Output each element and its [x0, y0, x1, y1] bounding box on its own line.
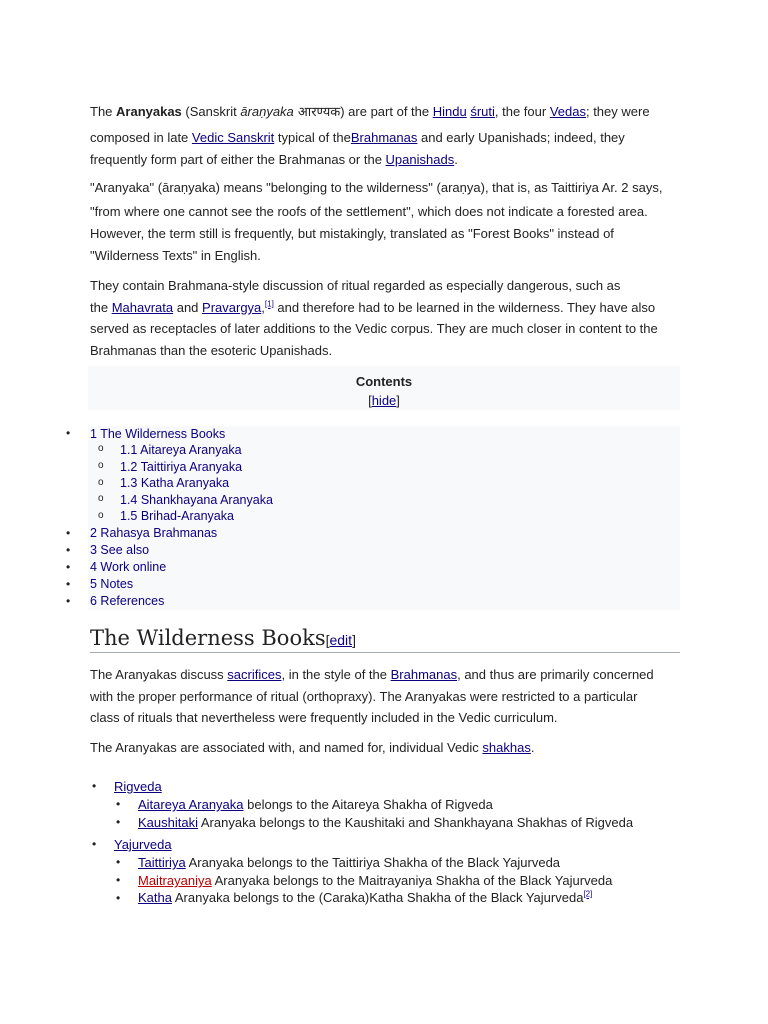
- bullet-icon: •: [66, 543, 71, 557]
- link-katha[interactable]: Katha: [138, 890, 172, 905]
- toc-item[interactable]: [90, 593, 164, 610]
- toc-link[interactable]: 1.3 Katha Aranyaka: [120, 476, 230, 490]
- article-title-bold: Aranyakas: [116, 104, 182, 119]
- aranyaka-item: [138, 814, 633, 832]
- bullet-icon: •: [116, 815, 121, 829]
- aranyaka-item: [138, 796, 493, 814]
- intro-text: ) are part of the: [340, 104, 433, 119]
- bullet-icon: •: [116, 891, 121, 905]
- toc-link[interactable]: 3 See also: [90, 543, 150, 557]
- veda-item-yajurveda: [114, 836, 172, 854]
- bullet-icon: •: [66, 526, 71, 540]
- bullet-icon: •: [66, 577, 71, 591]
- section-text: , and thus are primarily concerned: [457, 667, 654, 682]
- sanskrit-transliteration: āraṇyaka: [240, 104, 294, 119]
- bullet-icon: •: [66, 560, 71, 574]
- toc-header: [88, 366, 680, 410]
- toc-subitem[interactable]: [120, 508, 234, 525]
- link-rigveda[interactable]: Rigveda: [114, 779, 162, 794]
- toc-subitem[interactable]: [120, 492, 273, 509]
- link-yajurveda[interactable]: Yajurveda: [114, 837, 172, 852]
- toc-bracket: ]: [396, 393, 400, 408]
- toc-subitem[interactable]: [120, 459, 242, 476]
- toc-bracket: [: [368, 393, 372, 408]
- toc-link[interactable]: 5 Notes: [90, 577, 134, 591]
- circle-bullet-icon: o: [98, 510, 104, 521]
- toc-subitem[interactable]: [120, 442, 242, 459]
- toc-item[interactable]: [90, 576, 133, 593]
- intro-line-1: [90, 101, 680, 124]
- toc-hide-link[interactable]: hide: [371, 393, 397, 408]
- section-text: , in the style of the: [281, 667, 391, 682]
- list-text: Aranyaka belongs to the (Caraka)Katha Shakha of the Black Yajurveda: [171, 890, 584, 905]
- link-vedic-sanskrit[interactable]: Vedic Sanskrit: [191, 130, 275, 145]
- bullet-icon: •: [92, 779, 97, 793]
- circle-bullet-icon: o: [98, 443, 104, 454]
- link-brahmanas-2[interactable]: Brahmanas: [390, 667, 458, 682]
- toc-item[interactable]: [90, 542, 149, 559]
- list-text: Aranyaka belongs to the Maitrayaniya Shakha of the Black Yajurveda: [211, 873, 613, 888]
- reference-1[interactable]: [1]: [264, 299, 274, 309]
- para3-line-2: [90, 297, 680, 319]
- link-pravargya[interactable]: Pravargya: [202, 300, 262, 315]
- section-para1-line-3: class of rituals that nevertheless were frequently included in the Vedic curriculum.: [90, 710, 558, 725]
- link-vedas[interactable]: Vedas: [549, 104, 586, 119]
- intro-text: typical of the: [274, 130, 351, 145]
- section-text: The Aranyakas are associated with, and named for, individual Vedic: [90, 740, 483, 755]
- toc-item[interactable]: [90, 426, 225, 443]
- sanskrit-devanagari: आरण्यक: [293, 105, 341, 120]
- link-kaushitaki[interactable]: Kaushitaki: [138, 815, 198, 830]
- list-text: Aranyaka belongs to the Kaushitaki and Shankhayana Shakhas of Rigveda: [197, 815, 634, 830]
- link-sacrifices[interactable]: sacrifices: [227, 667, 282, 682]
- list-text: Aranyaka belongs to the Taittiriya Shakha of the Black Yajurveda: [185, 855, 561, 870]
- link-taittiriya[interactable]: Taittiriya: [138, 855, 186, 870]
- section-para2: [90, 737, 680, 759]
- toc-link[interactable]: 2 Rahasya Brahmanas: [90, 526, 218, 540]
- toc-link[interactable]: 4 Work online: [90, 560, 167, 574]
- intro-text: , the four: [494, 104, 550, 119]
- edit-link[interactable]: edit: [329, 632, 353, 648]
- section-para1-line-1: [90, 664, 680, 686]
- section-text: The Aranyakas discuss: [90, 667, 228, 682]
- toc-link[interactable]: 1.1 Aitareya Aranyaka: [120, 443, 242, 457]
- para2-line-2: "from where one cannot see the roofs of the settlement", which does not indicate a forested area.: [90, 204, 648, 219]
- circle-bullet-icon: o: [98, 460, 104, 471]
- intro-text: frequently form part of either the Brahmanas or the: [90, 152, 386, 167]
- section-title: The Wilderness Books: [90, 626, 326, 650]
- aranyaka-item: [138, 889, 592, 907]
- toc-link[interactable]: 1.4 Shankhayana Aranyaka: [120, 493, 273, 507]
- intro-the: The: [90, 104, 117, 119]
- para3-line-3: served as receptacles of later additions to the Vedic corpus. They are much closer in content to the: [90, 321, 658, 336]
- intro-text: ; they were: [585, 104, 650, 119]
- list-text: belongs to the Aitareya Shakha of Rigveda: [243, 797, 493, 812]
- para2-line-3: However, the term still is frequently, but mistakingly, translated as "Forest Books" instead of: [90, 226, 614, 241]
- toc-title: Contents: [355, 374, 413, 389]
- circle-bullet-icon: o: [98, 477, 104, 488]
- para3-text: ,: [261, 300, 265, 315]
- toc-subitem[interactable]: [120, 475, 229, 492]
- link-maitrayaniya[interactable]: Maitrayaniya: [138, 873, 212, 888]
- intro-text: composed in late: [90, 130, 192, 145]
- aranyaka-item: [138, 872, 612, 890]
- intro-line-2: [90, 127, 680, 149]
- link-brahmanas[interactable]: Brahmanas: [350, 130, 418, 145]
- toc-toggle: [88, 393, 680, 408]
- edit-bracket: ]: [352, 632, 356, 648]
- link-aitareya-aranyaka[interactable]: Aitareya Aranyaka: [138, 797, 244, 812]
- toc-link[interactable]: 1 The Wilderness Books: [90, 427, 226, 441]
- section-text: .: [530, 740, 535, 755]
- toc-item[interactable]: [90, 525, 217, 542]
- toc-link[interactable]: 1.2 Taittiriya Aranyaka: [120, 460, 243, 474]
- edit-bracket: [: [325, 632, 330, 648]
- intro-text: .: [454, 152, 458, 167]
- bullet-icon: •: [66, 426, 71, 440]
- para2-line-1: "Aranyaka" (āraṇyaka) means "belonging to the wilderness" (araṇya), that is, as Taittiriya Ar. 2 says,: [90, 180, 663, 195]
- edit-section: [326, 632, 356, 648]
- section-heading: [90, 624, 680, 653]
- bullet-icon: •: [116, 855, 121, 869]
- link-shakhas[interactable]: shakhas: [482, 740, 531, 755]
- reference-2[interactable]: [2]: [583, 889, 593, 899]
- para3-text: and therefore had to be learned in the wilderness. They have also: [273, 300, 656, 315]
- toc-link[interactable]: 1.5 Brihad-Aranyaka: [120, 509, 234, 523]
- intro-text: (Sanskrit: [181, 104, 241, 119]
- link-upanishads[interactable]: Upanishads: [385, 152, 455, 167]
- circle-bullet-icon: o: [98, 493, 104, 504]
- section-para1-line-2: with the proper performance of ritual (orthopraxy). The Aranyakas were restricted to a particular: [90, 689, 638, 704]
- bullet-icon: •: [92, 837, 97, 851]
- para3-text: and: [173, 300, 203, 315]
- veda-item-rigveda: [114, 778, 162, 796]
- link-hindu[interactable]: Hindu: [432, 104, 467, 119]
- link-sruti[interactable]: śruti: [470, 104, 495, 119]
- para2-line-4: "Wilderness Texts" in English.: [90, 248, 261, 263]
- para3-line-1: They contain Brahmana-style discussion of ritual regarded as especially dangerous, such as: [90, 278, 621, 293]
- intro-line-3: [90, 149, 680, 171]
- toc-link[interactable]: 6 References: [90, 594, 165, 608]
- bullet-icon: •: [116, 797, 121, 811]
- para3-line-4: Brahmanas than the esoteric Upanishads.: [90, 343, 333, 358]
- toc-item[interactable]: [90, 559, 166, 576]
- link-mahavrata[interactable]: Mahavrata: [111, 300, 174, 315]
- para3-text: the: [90, 300, 112, 315]
- intro-text: and early Upanishads; indeed, they: [417, 130, 625, 145]
- bullet-icon: •: [66, 594, 71, 608]
- aranyaka-item: [138, 854, 560, 872]
- bullet-icon: •: [116, 873, 121, 887]
